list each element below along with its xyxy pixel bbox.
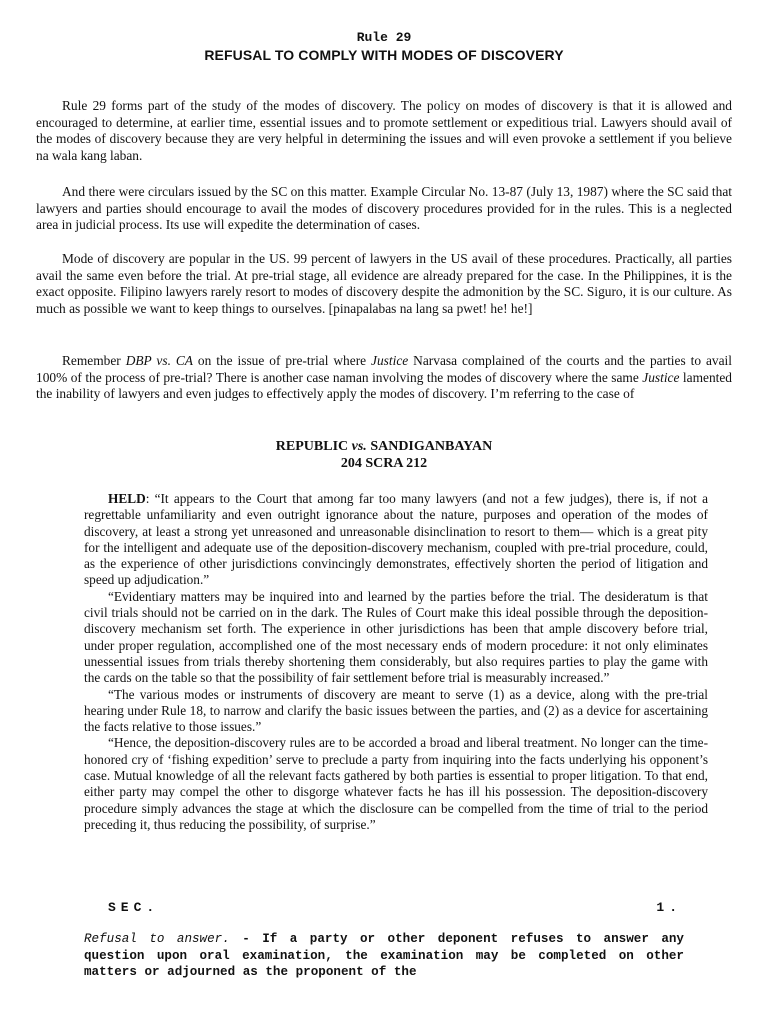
- paragraph-2-text: And there were circulars issued by the SC on this matter. Example Circular No. 13-87 (July 13, 1987) where the SC said that lawyers and parties should encourage to avail the modes of discovery procedures provided for in the rules. This is a neglected area in judicial process. Its use will expedite the determination of cases.: [36, 184, 732, 232]
- paragraph-1-text: Rule 29 forms part of the study of the modes of discovery. The policy on modes of discovery is that it is allowed and encouraged to determine, at earlier time, essential issues and to promote settlement or expeditious trial. Lawyers should avail of the modes of discovery because they are very helpful in determining the issues and will even provoke a settlement if you believe na wala kang laban.: [36, 98, 732, 163]
- case-heading: [0, 438, 768, 472]
- p4-part-d: lamented the inability of lawyers and even judges to effectively apply the modes of discovery. I’m referring to the case of: [36, 369, 732, 401]
- rule-title: REFUSAL TO COMPLY WITH MODES OF DISCOVERY: [204, 47, 564, 63]
- justice-word-2: Justice: [642, 369, 680, 385]
- held-label: HELD: [108, 491, 146, 506]
- case-citation: 204 SCRA 212: [340, 456, 428, 471]
- section-1-text: [84, 931, 684, 981]
- paragraph-3-text: Mode of discovery are popular in the US. 99 percent of lawyers in the US avail of these procedures. Practically, all parties avail the same even before the trial. At pre-trial stage, all evidence are already prepared for the case. In the Philippines, it is the exact opposite. Filipino lawyers rarely resort to modes of discovery despite the admonition by the SC. Siguro, it is our culture. As much as possible we want to keep things to ourselves. [pinapalabas na lang sa pwet! he! he!]: [36, 251, 732, 316]
- section-label: SEC.: [108, 900, 160, 915]
- section-1-heading: Refusal to answer.: [84, 932, 230, 946]
- section-number: 1.: [656, 900, 682, 915]
- p4-part-a: Remember: [62, 353, 126, 368]
- p4-part-c: Narvasa complained of the courts and the parties to avail 100% of the process of pre-trial? There is another case naman involving the modes of discovery where the same: [36, 353, 732, 385]
- justice-word-1: Justice: [371, 353, 409, 368]
- case-title: [0, 438, 768, 455]
- case-vs: vs.: [351, 439, 367, 454]
- section-1-body: - If a party or other deponent refuses to answer any question upon oral examination, the examination may be completed on other matters or adjourned as the proponent of the: [84, 932, 684, 980]
- quote-paragraph-1: [84, 491, 708, 589]
- paragraph-4-text: [36, 353, 732, 403]
- case-reference-dbp: DBP vs. CA: [125, 353, 193, 368]
- paragraph-1: [36, 98, 732, 164]
- held-quote: [84, 491, 708, 833]
- quote-paragraph-3: “The various modes or instruments of discovery are meant to serve (1) as a device, along with the pre-trial hearing under Rule 18, to narrow and clarify the basic issues between the parties, and (2) as a device for ascertaining the facts relative to those issues.”: [84, 686, 708, 735]
- paragraph-3: [36, 251, 732, 317]
- paragraph-2: [36, 184, 732, 234]
- p4-part-b: on the issue of pre-trial where: [192, 353, 372, 368]
- quote-paragraph-4: “Hence, the deposition-discovery rules are to be accorded a broad and liberal treatment. No longer can the time-honored cry of ‘fishing expedition’ serve to preclude a party from inquiring into the facts underlying his opponent’s case. Mutual knowledge of all the relevant facts gathered by both parties is essential to proper litigation. To that end, either party may compel the other to disgorge whatever facts he has ill his possession. The deposition-discovery procedure simply advances the stage at which the disclosure can be compelled from the time of trial to the period preceding it, thus reducing the possibility, of surprise.”: [84, 735, 708, 832]
- quote-paragraph-2: “Evidentiary matters may be inquired into and learned by the parties before the trial. The desideratum is that civil trials should not be carried on in the dark. The Rules of Court make this ideal possible through the deposition-discovery mechanism set forth. The experience in other jurisdictions has been that ample discovery before trial, under proper regulation, accomplished one of the most necessary ends of modern procedure: it not only eliminates unessential issues from trials thereby shortening them considerably, but also requires parties to play the game with the cards on the table so that the possibility of fair settlement before trial is measurably increased.”: [84, 588, 708, 686]
- paragraph-4: [36, 353, 732, 403]
- rule-number: Rule 29: [356, 30, 412, 45]
- case-party-2: SANDIGANBAYAN: [366, 439, 493, 454]
- quote-1-text: : “It appears to the Court that among far too many lawyers (and not a few judges), there is, if not a regrettable unfamiliarity and even outright ignorance about the nature, purposes and operation of the modes of discovery, at least a strong yet unreasoned and unreasonable disinclination to resort to them— which is a great pity for the intelligent and adequate use of the deposition-discovery mechanism, coupled with pre-trial procedure, could, as the experience of other jurisdictions convincingly demonstrates, effectively shorten the period of litigation and speed up adjudication.”: [84, 491, 708, 588]
- case-party-1: REPUBLIC: [275, 439, 352, 454]
- section-heading: [108, 900, 682, 915]
